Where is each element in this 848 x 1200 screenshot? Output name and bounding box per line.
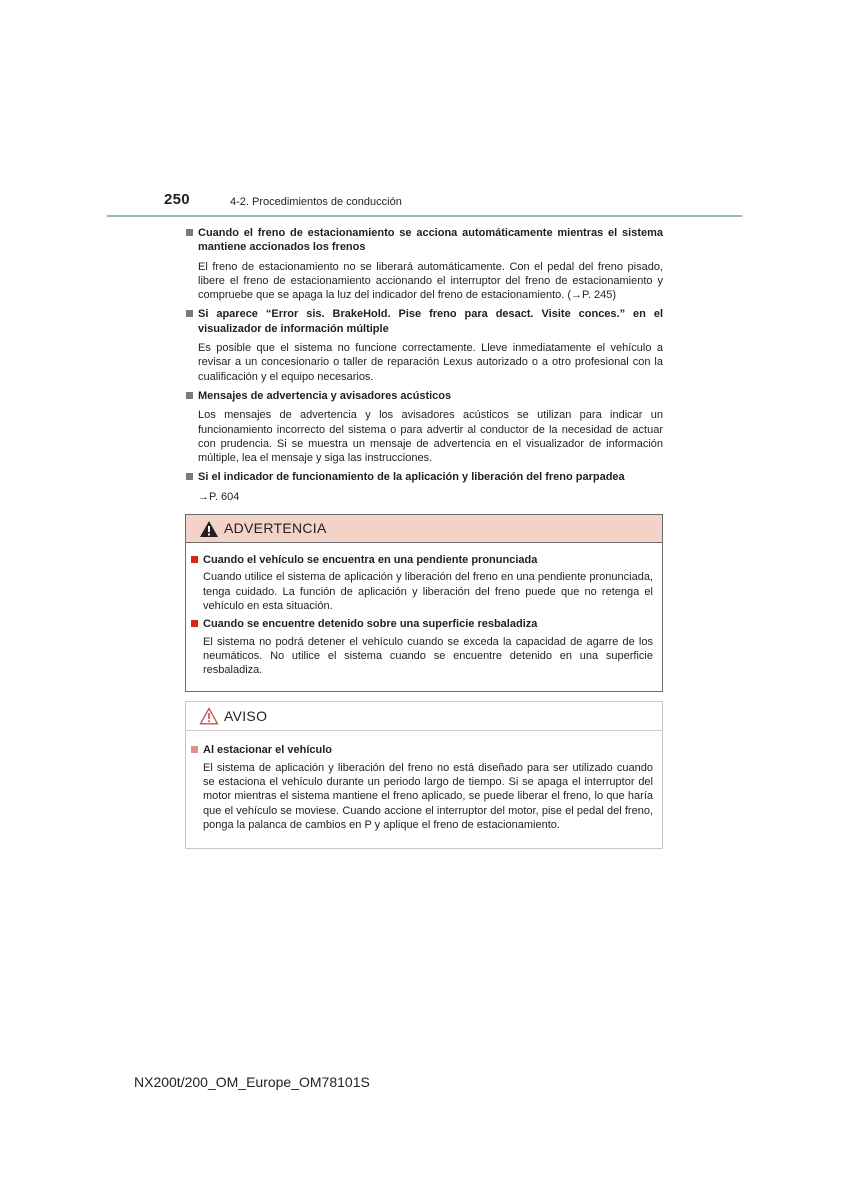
warning-item-heading: Cuando el vehículo se encuentra en una pendiente pronunciada: [203, 554, 538, 567]
section-parking-brake-auto: [185, 226, 663, 302]
header-divider: [107, 215, 742, 217]
section-warning-messages: [185, 389, 663, 465]
square-bullet-icon: [186, 310, 193, 317]
notice-box-title: AVISO: [224, 708, 268, 725]
warning-item-body: Cuando utilice el sistema de aplicación y liberación del freno en una pendiente pronunciada, tenga cuidado. La función de aplicación y liberación del freno puede que no retenga el vehículo en esta situación.: [203, 571, 653, 612]
section-indicator-flashing: [185, 470, 663, 504]
section-heading: Si el indicador de funcionamiento de la aplicación y liberación del freno parpadea: [198, 471, 625, 484]
warning-item-heading: Cuando se encuentre detenido sobre una superficie resbaladiza: [203, 618, 538, 631]
caution-triangle-outline-icon: [199, 707, 219, 725]
section-title: 4-2. Procedimientos de conducción: [230, 196, 402, 208]
notice-item-body: El sistema de aplicación y liberación del freno no está diseñado para ser utilizado cuando se estaciona el vehículo durante un periodo largo de tiempo. Si se apaga el interruptor del motor mientras el sistema mantiene el freno aplicado, se puede liberar el freno, lo que haría que el vehículo se moviese. Cuando accione el interruptor del motor, pise el pedal del freno, ponga la palanca de cambios en P y aplique el freno de estacionamiento.: [203, 761, 653, 831]
section-heading: Cuando el freno de estacionamiento se acciona automáticamente mientras el sistema mantiene accionados los frenos: [198, 227, 663, 254]
warning-item-body: El sistema no podrá detener el vehículo cuando se exceda la capacidad de agarre de los neumáticos. No utilice el sistema cuando se encuentre detenido en una superficie resbaladiza.: [203, 635, 653, 677]
notice-box-header: [186, 702, 662, 731]
square-bullet-icon: [191, 620, 198, 627]
warning-box-header: [186, 515, 662, 543]
notice-item-heading: Al estacionar el vehículo: [203, 744, 332, 757]
page-content: [185, 226, 663, 849]
warning-box-title: ADVERTENCIA: [224, 520, 327, 537]
section-body: Es posible que el sistema no funcione correctamente. Lleve inmediatamente el vehículo a revisar a un concesionario o taller de reparación Lexus autorizado o a otro profesional con la cualificación y el equipo necesarios.: [198, 342, 663, 383]
square-bullet-icon: [191, 746, 198, 753]
section-heading: Si aparece “Error sis. BrakeHold. Pise freno para desact. Visite conces.” en el visualizador de información múltiple: [198, 308, 663, 335]
warning-triangle-icon: [199, 520, 219, 538]
square-bullet-icon: [186, 473, 193, 480]
square-bullet-icon: [186, 392, 193, 399]
square-bullet-icon: [186, 229, 193, 236]
section-brakehold-error: [185, 307, 663, 383]
document-code: NX200t/200_OM_Europe_OM78101S: [134, 1074, 370, 1090]
section-body: Los mensajes de advertencia y los avisadores acústicos se utilizan para indicar un funcionamiento incorrecto del sistema o para advertir al conductor de la necesidad de actuar con prudencia. Si se muestra un mensaje de advertencia en el visualizador de información múltiple, lea el mensaje y siga las instrucciones.: [198, 409, 663, 465]
square-bullet-icon: [191, 556, 198, 563]
page-reference-link[interactable]: →P. 604: [198, 490, 240, 503]
section-heading: Mensajes de advertencia y avisadores acústicos: [198, 389, 452, 402]
warning-box: [185, 514, 663, 692]
page-number: 250: [164, 191, 190, 208]
section-body: El freno de estacionamiento no se liberará automáticamente. Con el pedal del freno pisado, libere el freno de estacionamiento accionando el interruptor del freno de estacionamiento y compruebe que se apaga la luz del indicador del freno de estacionamiento. (→P. 245): [198, 260, 663, 302]
notice-box: [185, 701, 663, 849]
